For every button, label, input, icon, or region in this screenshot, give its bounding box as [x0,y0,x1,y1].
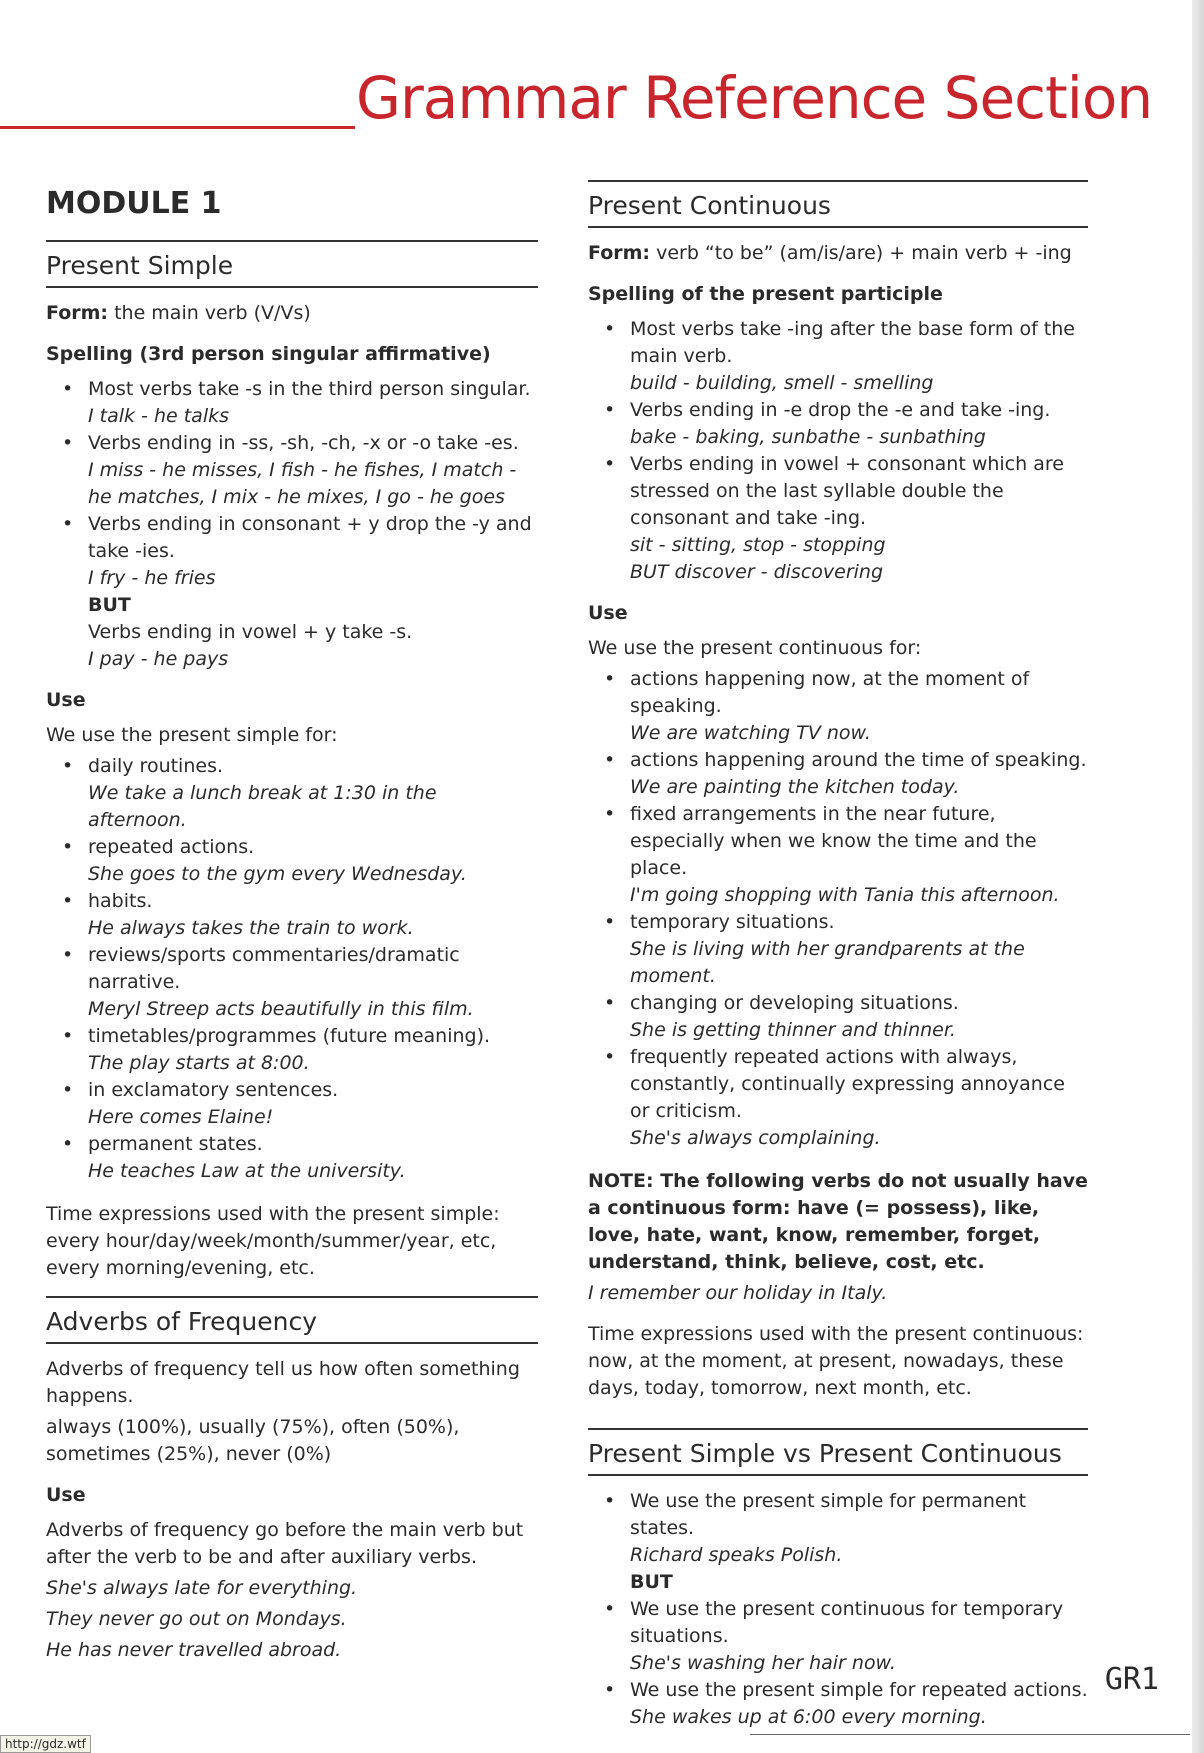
vs-list [588,1488,1088,1731]
pc-form-text: verb “to be” (am/is/are) + main verb + -ing [650,242,1072,264]
header-rule [0,126,355,129]
adv-example: She's always late for everything. [46,1577,358,1599]
ps-form [46,300,538,327]
list-item: • Verbs ending in vowel + consonant which are stressed on the last syllable double the consonant and take -ing. sit - sitting, stop - stopping BUT discover - discovering [604,451,1088,586]
pc-form-label: Form: [588,242,651,264]
ps-use-intro: We use the present simple for: [46,724,338,746]
list-item: • temporary situations. She is living with her grandparents at the moment. [604,909,1088,990]
list-item: • Most verbs take -ing after the base form of the main verb. build - building, smell - smelling [604,316,1088,397]
pc-use-intro: We use the present continuous for: [588,637,922,659]
adv-example: They never go out on Mondays. [46,1608,347,1630]
ps-use-list [46,753,538,1185]
pc-use-list [588,666,1088,1152]
list-item: • We use the present simple for permanent states. Richard speaks Polish. BUT [604,1488,1088,1596]
present-simple-title: Present Simple [46,240,538,288]
list-item: • permanent states. He teaches Law at the university. [62,1131,538,1185]
adv-rule: Adverbs of frequency go before the main verb but after the verb to be and after auxiliary verbs. [46,1519,524,1568]
right-column [588,180,1088,1737]
ps-time-expressions: Time expressions used with the present simple: every hour/day/week/month/summer/year, etc, every morning/evening, etc. [46,1203,500,1279]
adv-use-heading: Use [46,1484,86,1506]
list-item: • actions happening now, at the moment of speaking. We are watching TV now. [604,666,1088,747]
adv-list: always (100%), usually (75%), often (50%), sometimes (25%), never (0%) [46,1416,460,1465]
adv-example: He has never travelled abroad. [46,1639,342,1661]
ps-vs-pc-title: Present Simple vs Present Continuous [588,1428,1088,1476]
list-item: • Verbs ending in -e drop the -e and take -ing. bake - baking, sunbathe - sunbathing [604,397,1088,451]
ps-form-text: the main verb (V/Vs) [108,302,311,324]
pc-time-expressions: Time expressions used with the present continuous: now, at the moment, at present, nowadays, these days, today, tomorrow, next month, etc. [588,1323,1084,1399]
list-item: • We use the present continuous for temporary situations. She's washing her hair now. [604,1596,1088,1677]
page-title: Grammar Reference Section [356,64,1153,132]
pc-spelling-heading: Spelling of the present participle [588,283,943,305]
ps-use-heading: Use [46,689,86,711]
list-item: • repeated actions. She goes to the gym every Wednesday. [62,834,538,888]
footer-link[interactable]: http://gdz.wtf [0,1735,91,1753]
ps-form-label: Form: [46,302,109,324]
list-item: • Verbs ending in consonant + y drop the -y and take -ies. I fry - he fries BUT Verbs ending in vowel + y take -s. I pay - he pays [62,511,538,673]
list-item: • We use the present simple for repeated actions. She wakes up at 6:00 every morning. [604,1677,1088,1731]
list-item: • changing or developing situations. She is getting thinner and thinner. [604,990,1088,1044]
pc-form [588,240,1088,267]
pc-note-example: I remember our holiday in Italy. [588,1282,888,1304]
list-item: • fixed arrangements in the near future, especially when we know the time and the place. I'm going shopping with Tania this afternoon. [604,801,1088,909]
list-item: • Most verbs take -s in the third person singular. I talk - he talks [62,376,538,430]
list-item: • daily routines. We take a lunch break at 1:30 in the afternoon. [62,753,538,834]
list-item: • habits. He always takes the train to work. [62,888,538,942]
list-item: • reviews/sports commentaries/dramatic narrative. Meryl Streep acts beautifully in this film. [62,942,538,1023]
bottom-rule [750,1734,1190,1735]
module-heading: MODULE 1 [46,186,222,221]
pc-spelling-list [588,316,1088,586]
left-column [46,180,538,1668]
present-continuous-title: Present Continuous [588,180,1088,228]
list-item: • actions happening around the time of speaking. We are painting the kitchen today. [604,747,1088,801]
pc-note: NOTE: The following verbs do not usually have a continuous form: have (= possess), like, love, hate, want, know, remember, forget, understand, think, believe, cost, etc. [588,1170,1088,1273]
adv-intro: Adverbs of frequency tell us how often something happens. [46,1358,520,1407]
list-item: • timetables/programmes (future meaning). The play starts at 8:00. [62,1023,538,1077]
ps-spelling-heading: Spelling (3rd person singular affirmative) [46,343,491,365]
ps-spelling-list [46,376,538,673]
list-item: • frequently repeated actions with always, constantly, continually expressing annoyance or criticism. She's always complaining. [604,1044,1088,1152]
page-number: GR1 [1104,1662,1159,1697]
list-item: • in exclamatory sentences. Here comes Elaine! [62,1077,538,1131]
adverbs-frequency-title: Adverbs of Frequency [46,1296,538,1344]
page-edge-shadow [1192,0,1204,1753]
pc-use-heading: Use [588,602,628,624]
list-item: • Verbs ending in -ss, -sh, -ch, -x or -o take -es. I miss - he misses, I fish - he fishes, I match - he matches, I mix - he mixes, I go - he goes [62,430,538,511]
